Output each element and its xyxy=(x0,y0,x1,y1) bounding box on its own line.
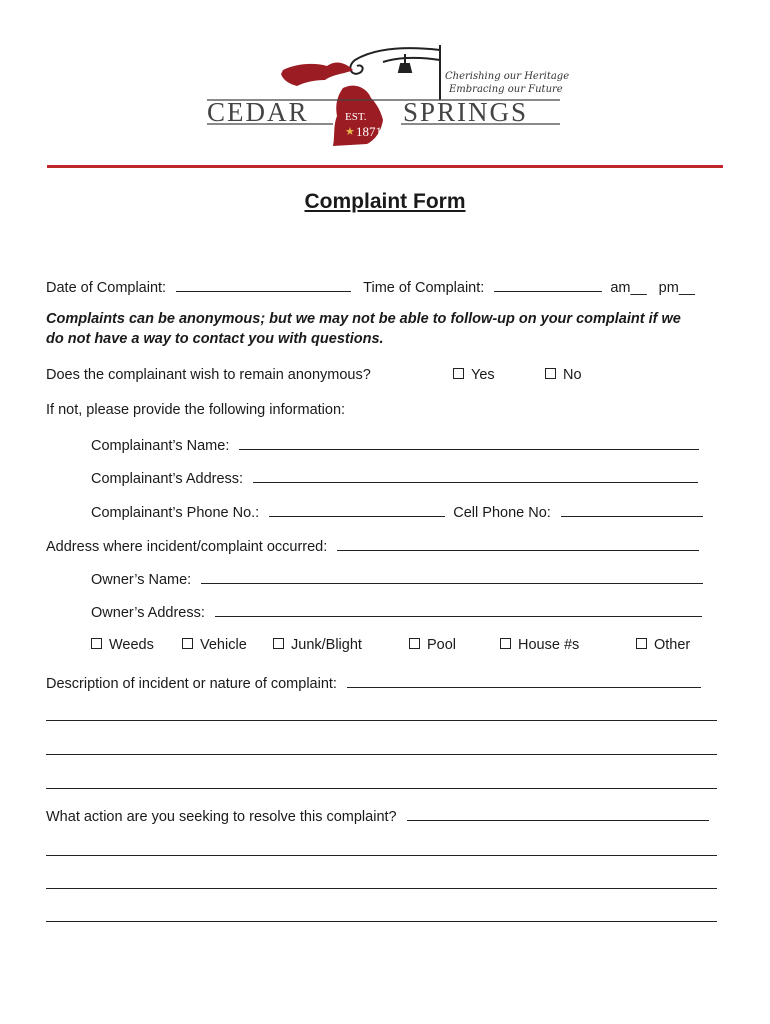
pool-label: Pool xyxy=(427,637,457,653)
address-field[interactable] xyxy=(253,468,698,483)
no-option[interactable] xyxy=(545,367,582,383)
action-row xyxy=(46,806,709,825)
owner-name-field[interactable] xyxy=(201,569,703,584)
action-label: What action are you seeking to resolve this complaint? xyxy=(46,809,397,825)
logo-year: 1871 xyxy=(356,124,382,139)
time-label: Time of Complaint: xyxy=(363,280,485,296)
phone-label: Complainant’s Phone No.: xyxy=(91,505,260,521)
category-vehicle[interactable] xyxy=(182,637,247,653)
weeds-checkbox[interactable] xyxy=(91,638,102,649)
date-label: Date of Complaint: xyxy=(46,280,167,296)
owner-name-row xyxy=(91,569,703,588)
weeds-label: Weeds xyxy=(109,637,154,653)
logo-tagline-2: Embracing our Future xyxy=(449,84,563,95)
yes-checkbox[interactable] xyxy=(453,368,464,379)
no-label: No xyxy=(563,367,582,383)
pool-checkbox[interactable] xyxy=(409,638,420,649)
junk-blight-checkbox[interactable] xyxy=(273,638,284,649)
action-line-4[interactable] xyxy=(46,921,717,922)
action-line-2[interactable] xyxy=(46,855,717,856)
category-junk-blight[interactable] xyxy=(273,637,362,653)
incident-address-label: Address where incident/complaint occurred: xyxy=(46,539,328,555)
action-field[interactable] xyxy=(407,806,709,821)
house-numbers-checkbox[interactable] xyxy=(500,638,511,649)
description-line-2[interactable] xyxy=(46,720,717,721)
owner-address-label: Owner’s Address: xyxy=(91,605,205,621)
no-checkbox[interactable] xyxy=(545,368,556,379)
vehicle-label: Vehicle xyxy=(200,637,247,653)
yes-option[interactable] xyxy=(453,367,495,383)
description-line-3[interactable] xyxy=(46,754,717,755)
form-title: Complaint Form xyxy=(304,190,466,213)
logo-tagline-1: Cherishing our Heritage xyxy=(445,71,570,82)
action-line-3[interactable] xyxy=(46,888,717,889)
phone-row xyxy=(91,502,703,521)
name-field[interactable] xyxy=(239,435,699,450)
other-label: Other xyxy=(654,637,691,653)
address-row xyxy=(91,468,698,487)
header-divider xyxy=(47,165,723,168)
date-field[interactable] xyxy=(176,277,351,292)
incident-address-row xyxy=(46,536,699,555)
category-house-numbers[interactable] xyxy=(500,637,579,653)
category-pool[interactable] xyxy=(409,637,456,653)
name-row xyxy=(91,435,699,454)
other-checkbox[interactable] xyxy=(636,638,647,649)
anonymous-question: Does the complainant wish to remain anonymous? xyxy=(46,367,371,383)
anonymous-note-line-2: do not have a way to contact you with questions. xyxy=(46,331,384,347)
owner-address-row xyxy=(91,602,702,621)
cedar-springs-logo xyxy=(205,40,575,155)
description-row xyxy=(46,673,701,692)
cell-label: Cell Phone No: xyxy=(453,505,551,521)
house-numbers-label: House #s xyxy=(518,637,580,653)
name-label: Complainant’s Name: xyxy=(91,438,230,454)
star-icon: ★ xyxy=(345,126,355,138)
vehicle-checkbox[interactable] xyxy=(182,638,193,649)
owner-address-field[interactable] xyxy=(215,602,702,617)
junk-blight-label: Junk/Blight xyxy=(291,637,362,653)
anonymous-note-line-1: Complaints can be anonymous; but we may not be able to follow-up on your complaint if we xyxy=(46,311,681,327)
description-label: Description of incident or nature of complaint: xyxy=(46,676,337,692)
logo-established: EST. xyxy=(345,111,367,123)
phone-field[interactable] xyxy=(269,502,445,517)
owner-name-label: Owner’s Name: xyxy=(91,572,192,588)
logo-town-right: SPRINGS xyxy=(403,97,529,127)
description-line-4[interactable] xyxy=(46,788,717,789)
description-field[interactable] xyxy=(347,673,701,688)
category-weeds[interactable] xyxy=(91,637,154,653)
date-time-row xyxy=(46,277,695,296)
address-label: Complainant’s Address: xyxy=(91,471,244,487)
yes-label: Yes xyxy=(471,367,495,383)
if-not-label: If not, please provide the following information: xyxy=(46,402,346,418)
logo-town-left: CEDAR xyxy=(207,97,309,127)
cell-field[interactable] xyxy=(561,502,703,517)
incident-address-field[interactable] xyxy=(337,536,699,551)
time-field[interactable] xyxy=(494,277,602,292)
am-label[interactable]: am__ xyxy=(610,280,647,296)
pm-label[interactable]: pm__ xyxy=(658,280,695,296)
category-other[interactable] xyxy=(636,637,690,653)
